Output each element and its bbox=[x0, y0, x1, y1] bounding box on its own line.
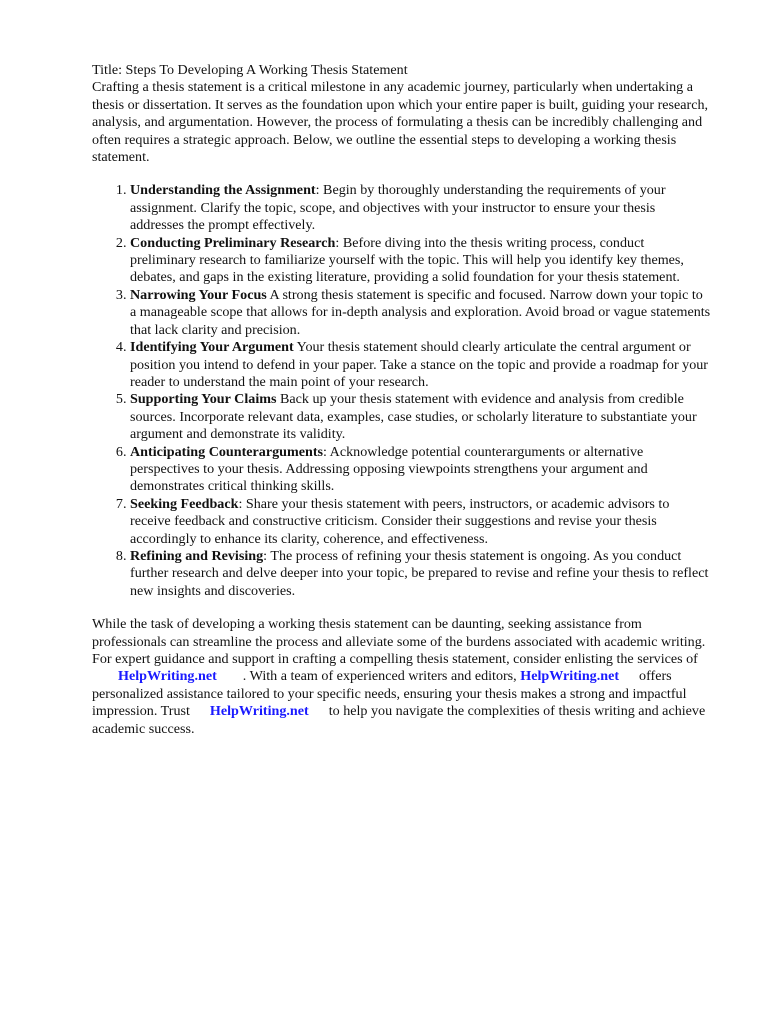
step-text: Acknowledge potential counterarguments or alternative perspectives to your thesis. Addressing opposing viewpoints strengthens your argument and demonstrates critical thinking skills. bbox=[130, 443, 648, 495]
step-text: Your thesis statement should clearly articulate the central argument or position you intend to defend in your paper. Take a stance on the topic and provide a roadmap for your reader to understand the main point of your research. bbox=[130, 339, 709, 390]
list-item bbox=[130, 235, 712, 287]
closing-text-4: to help you navigate the complexities of thesis writing and achieve academic success. bbox=[92, 703, 706, 737]
step-text: Share your thesis statement with peers, instructors, or academic advisors to receive feedback and constructive criticism. Consider their suggestions and revise your thesis accordingly to enhance its clarity, coherence, and effectiveness. bbox=[130, 495, 670, 547]
step-separator: : bbox=[323, 443, 327, 460]
list-item bbox=[130, 391, 712, 443]
steps-list bbox=[92, 182, 712, 600]
step-text: Before diving into the thesis writing process, conduct preliminary research to familiarize yourself with the topic. This will help you identify key themes, debates, and gaps in the existing literature, providing a solid foundation for your thesis statement. bbox=[130, 234, 684, 286]
list-item bbox=[130, 339, 712, 391]
document-title: Title: Steps To Developing A Working Thesis Statement bbox=[92, 62, 408, 78]
closing-paragraph bbox=[92, 616, 712, 738]
step-text: Back up your thesis statement with evidence and analysis from credible sources. Incorporate relevant data, examples, case studies, or scholarly literature to substantiate your argument and demonstrate its validity. bbox=[130, 391, 697, 443]
list-item bbox=[130, 287, 712, 339]
step-text: A strong thesis statement is specific and focused. Narrow down your topic to a manageable scope that allows for in-depth analysis and exploration. Avoid broad or vague statements that lack clarity and precision. bbox=[130, 286, 711, 338]
step-separator: : bbox=[263, 547, 268, 564]
step-title: Identifying Your Argument bbox=[130, 339, 294, 356]
step-title: Understanding the Assignment bbox=[130, 182, 316, 199]
list-item bbox=[130, 444, 712, 496]
step-separator: : bbox=[335, 234, 340, 251]
helpwriting-link[interactable]: HelpWriting.net bbox=[520, 668, 620, 685]
closing-text-2: . With a team of experienced writers and editors, bbox=[242, 668, 517, 685]
closing-text-1: While the task of developing a working thesis statement can be daunting, seeking assistance from professionals can streamline the process and alleviate some of the burdens associated with academic writing. For expert guidance and support in crafting a compelling thesis statement, consider enlisting the services of bbox=[92, 616, 706, 667]
step-title: Conducting Preliminary Research bbox=[130, 234, 336, 251]
intro-paragraph: Crafting a thesis statement is a critical milestone in any academic journey, particularly when undertaking a thesis or dissertation. It serves as the foundation upon which your entire paper is built, guiding your research, analysis, and argumentation. However, the process of formulating a thesis can be incredibly challenging and often requires a strategic approach. Below, we outline the essential steps to developing a working thesis statement. bbox=[92, 79, 709, 166]
step-separator: : bbox=[315, 182, 320, 199]
step-text: The process of refining your thesis statement is ongoing. As you conduct further research and delve deeper into your topic, be prepared to revise and refine your thesis to reflect new insights and discoveries. bbox=[130, 547, 709, 599]
step-title: Anticipating Counterarguments bbox=[130, 443, 324, 460]
closing-text-3: offers personalized assistance tailored to your specific needs, ensuring your thesis makes a strong and impactful impression. Trust bbox=[92, 668, 687, 720]
step-text: Begin by thoroughly understanding the requirements of your assignment. Clarify the topic, scope, and objectives with your instructor to ensure your thesis addresses the prompt effectively. bbox=[130, 182, 666, 234]
helpwriting-link[interactable]: HelpWriting.net bbox=[118, 668, 217, 685]
list-item bbox=[130, 548, 712, 600]
helpwriting-link[interactable]: HelpWriting.net bbox=[209, 703, 309, 720]
step-title: Seeking Feedback bbox=[130, 495, 239, 512]
step-title: Supporting Your Claims bbox=[130, 391, 277, 408]
step-title: Refining and Revising bbox=[130, 547, 264, 564]
list-item bbox=[130, 496, 712, 548]
step-separator: : bbox=[238, 495, 243, 512]
list-item bbox=[130, 182, 712, 234]
document-page bbox=[92, 62, 712, 738]
step-title: Narrowing Your Focus bbox=[130, 286, 267, 303]
